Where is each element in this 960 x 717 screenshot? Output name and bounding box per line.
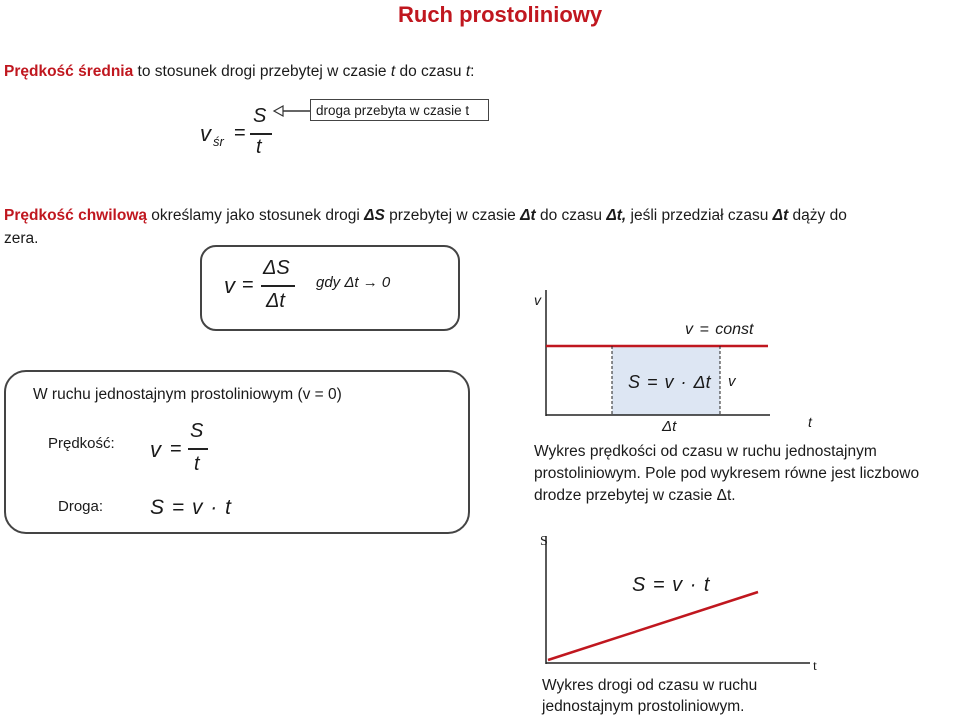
- distance-label: Droga:: [58, 498, 104, 515]
- distance-formula: S = v · t: [150, 496, 231, 519]
- graph-v-caption-line3: drodze przebytej w czasie Δt.: [534, 487, 736, 504]
- uniform-formula-v: v: [150, 437, 161, 462]
- graph-s-ylabel: S: [540, 534, 548, 549]
- inst-text-e: dąży do: [788, 207, 847, 224]
- inst-formula-condition: gdy Δt → 0: [316, 274, 391, 291]
- uniform-formula-numerator: S: [190, 420, 204, 442]
- speed-label: Prędkość:: [48, 435, 115, 452]
- graph-v-caption-line1: Wykres prędkości od czasu w ruchu jednostajnym: [534, 443, 877, 460]
- inst-formula-numerator: ΔS: [263, 257, 290, 279]
- graph-v-dt-label: Δt: [662, 418, 677, 435]
- avg-speed-text: to stosunek drogi przebytej w czasie: [133, 63, 391, 80]
- inst-formula-equals: =: [242, 274, 254, 296]
- avg-speed-term: Prędkość średnia: [4, 63, 134, 80]
- inst-dt1: Δt: [520, 207, 536, 224]
- formula-subscript: śr: [213, 134, 224, 149]
- graph-s-line-label: S = v · t: [632, 574, 710, 596]
- formula-equals: =: [234, 122, 246, 144]
- graph-v-area-label: S = v · Δt: [628, 372, 711, 392]
- inst-formula-denominator: Δt: [266, 290, 285, 312]
- formula-numerator: S: [253, 105, 267, 127]
- inst-dt2: Δt,: [606, 207, 627, 224]
- inst-formula-v: v: [224, 273, 235, 298]
- graph-s-caption-line2: jednostajnym prostoliniowym.: [542, 698, 745, 715]
- distance-line: [548, 592, 758, 660]
- graph-v-caption: [534, 441, 919, 507]
- graph-v-area-right-label: v: [728, 373, 736, 390]
- uniform-formula-equals: =: [170, 438, 182, 460]
- avg-speed-t2: t: [465, 63, 471, 80]
- uniform-formula-denominator: t: [194, 453, 200, 475]
- avg-speed-t1: t: [390, 63, 396, 80]
- inst-text-d: jeśli przedział czasu: [626, 207, 773, 224]
- graph-v-caption-line2: prostoliniowym. Pole pod wykresem równe jest liczbowo: [534, 465, 920, 482]
- uniform-heading: W ruchu jednostajnym prostoliniowym (v = 0): [33, 386, 342, 403]
- graph-v-ylabel: v: [534, 292, 541, 308]
- graph-s-caption: [542, 675, 757, 717]
- inst-dS: ΔS: [364, 207, 385, 224]
- inst-speed-line2: zera.: [4, 230, 39, 247]
- formula-denominator: t: [256, 136, 262, 158]
- avg-speed-text2: do czasu: [395, 63, 466, 80]
- graph-v-line-label: v = const: [685, 321, 754, 338]
- graph-s-caption-line1: Wykres drogi od czasu w ruchu: [542, 677, 758, 694]
- graph-v-xlabel: t: [808, 414, 812, 430]
- callout-box: droga przebyta w czasie t: [310, 99, 489, 121]
- page-title: Ruch prostoliniowy: [398, 2, 603, 27]
- inst-text-a: określamy jako stosunek drogi: [147, 207, 365, 224]
- avg-speed-text3: :: [470, 63, 475, 80]
- inst-text-c: do czasu: [535, 207, 607, 224]
- inst-text-b: przebytej w czasie: [384, 207, 521, 224]
- formula-v: v: [200, 121, 211, 146]
- graph-s-xlabel: t: [813, 659, 817, 674]
- inst-dt3: Δt: [772, 207, 789, 224]
- inst-speed-term: Prędkość chwilową: [4, 207, 147, 224]
